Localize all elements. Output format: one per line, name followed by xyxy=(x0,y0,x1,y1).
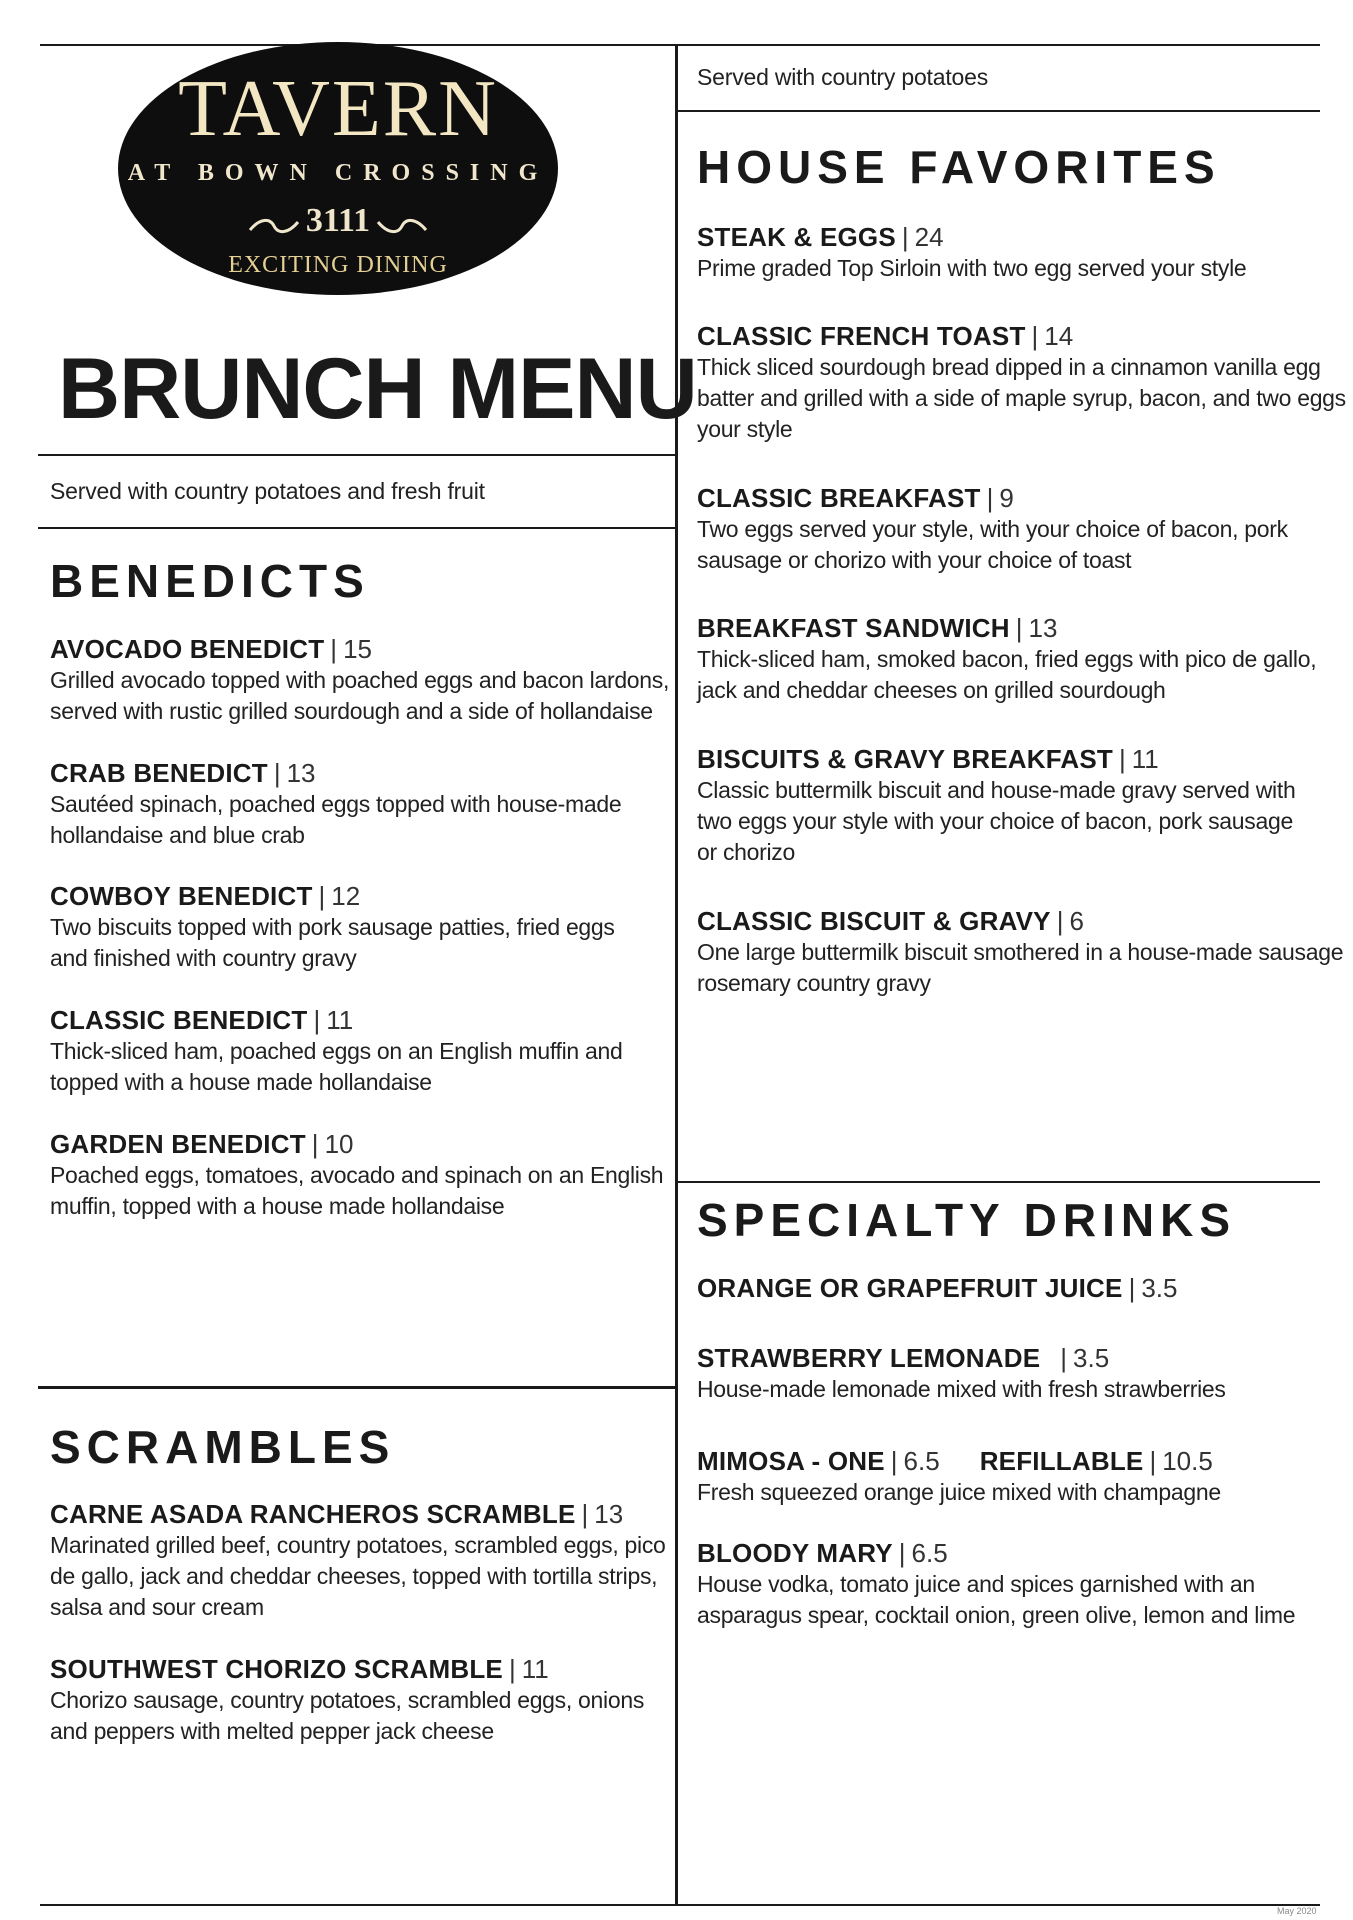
menu-item: CLASSIC BISCUIT & GRAVY | 6 One large buttermilk biscuit smothered in a house-made sausage rosemary country gravy xyxy=(697,905,1343,999)
menu-item: CLASSIC BREAKFAST | 9 Two eggs served your style, with your choice of bacon, pork sausage or chorizo with your choice of toast xyxy=(697,482,1288,576)
menu-item: AVOCADO BENEDICT | 15 Grilled avocado topped with poached eggs and bacon lardons, served with rustic grilled sourdough and a side of hollandaise xyxy=(50,633,669,727)
item-price: 13 xyxy=(1028,613,1058,643)
item-price: 3.5 xyxy=(1073,1343,1110,1373)
item-desc: Two biscuits topped with pork sausage patties, fried eggs xyxy=(50,914,615,940)
right-rule-2 xyxy=(677,1181,1320,1183)
bottom-rule xyxy=(40,1904,1320,1906)
item-name: CLASSIC FRENCH TOAST xyxy=(697,321,1026,351)
item-desc: hollandaise and blue crab xyxy=(50,822,305,848)
item-desc: batter and grilled with a side of maple syrup, bacon, and two eggs xyxy=(697,385,1346,411)
item-desc: two eggs your style with your choice of bacon, pork sausage xyxy=(697,808,1293,834)
item-name: SOUTHWEST CHORIZO SCRAMBLE xyxy=(50,1654,503,1684)
item-desc: sausage or chorizo with your choice of toast xyxy=(697,547,1132,573)
item-desc: Chorizo sausage, country potatoes, scrambled eggs, onions xyxy=(50,1687,645,1713)
logo-subtitle: AT BOWN CROSSING xyxy=(127,160,549,186)
item-price: 6.5 xyxy=(911,1538,948,1568)
item-desc: and peppers with melted pepper jack cheese xyxy=(50,1718,494,1744)
item-desc: Thick-sliced ham, poached eggs on an English muffin and xyxy=(50,1038,623,1064)
item-name: BISCUITS & GRAVY BREAKFAST xyxy=(697,744,1113,774)
menu-item: CRAB BENEDICT | 13 Sautéed spinach, poached eggs topped with house-made hollandaise and blue crab xyxy=(50,757,621,851)
left-rule-2 xyxy=(38,527,676,529)
logo-title: TAVERN xyxy=(178,65,498,153)
specialty-drinks-heading: SPECIALTY DRINKS xyxy=(697,1194,1237,1246)
menu-item: SOUTHWEST CHORIZO SCRAMBLE | 11 Chorizo sausage, country potatoes, scrambled eggs, onions and peppers with melted pepper jack cheese xyxy=(50,1653,644,1747)
menu-item: MIMOSA - ONE | 6.5 REFILLABLE | 10.5 Fresh squeezed orange juice mixed with champagne xyxy=(697,1445,1221,1508)
logo-tagline: EXCITING DINING xyxy=(228,252,448,278)
left-note: Served with country potatoes and fresh fruit xyxy=(50,478,485,504)
item-desc: Thick sliced sourdough bread dipped in a cinnamon vanilla egg xyxy=(697,354,1321,380)
item-desc: Sautéed spinach, poached eggs topped with house-made xyxy=(50,791,622,817)
left-rule-1 xyxy=(38,454,676,456)
menu-item: BREAKFAST SANDWICH | 13 Thick-sliced ham, smoked bacon, fried eggs with pico de gallo, jack and cheddar cheeses on grilled sourdough xyxy=(697,612,1316,706)
house-favorites-heading: HOUSE FAVORITES xyxy=(697,141,1221,193)
page-title: BRUNCH MENU xyxy=(58,341,697,437)
menu-item: BISCUITS & GRAVY BREAKFAST | 11 Classic buttermilk biscuit and house-made gravy served with two eggs your style with your choice of bacon, pork sausage or chorizo xyxy=(697,743,1295,868)
menu-item: CARNE ASADA RANCHEROS SCRAMBLE | 13 Marinated grilled beef, country potatoes, scrambled eggs, pico de gallo, jack and cheddar cheeses, topped with tortilla strips, salsa and sour cream xyxy=(50,1498,666,1623)
item-name: ORANGE OR GRAPEFRUIT JUICE xyxy=(697,1273,1123,1303)
item-price: 6.5 xyxy=(903,1446,940,1476)
menu-item: BLOODY MARY | 6.5 House vodka, tomato juice and spices garnished with an asparagus spear, cocktail onion, green olive, lemon and lime xyxy=(697,1537,1295,1631)
item-price: 24 xyxy=(914,222,944,252)
menu-item: GARDEN BENEDICT | 10 Poached eggs, tomatoes, avocado and spinach on an English muffin, topped with a house made hollandaise xyxy=(50,1128,663,1222)
item-price: 11 xyxy=(326,1005,354,1035)
item-desc: Prime graded Top Sirloin with two egg served your style xyxy=(697,255,1247,281)
menu-item: STEAK & EGGS | 24 Prime graded Top Sirloin with two egg served your style xyxy=(697,221,1246,284)
scrambles-heading: SCRAMBLES xyxy=(50,1421,396,1473)
item-name: COWBOY BENEDICT xyxy=(50,881,313,911)
item-price: 9 xyxy=(999,483,1014,513)
left-rule-3 xyxy=(38,1386,676,1389)
item-price: 11 xyxy=(521,1654,549,1684)
item-name: STEAK & EGGS xyxy=(697,222,896,252)
item-desc: One large buttermilk biscuit smothered in a house-made sausage xyxy=(697,939,1344,965)
item-desc: House-made lemonade mixed with fresh strawberries xyxy=(697,1376,1226,1402)
item-price: 14 xyxy=(1044,321,1074,351)
item-desc: your style xyxy=(697,416,793,442)
swirl-right-icon xyxy=(376,216,428,236)
item-name: BLOODY MARY xyxy=(697,1538,893,1568)
item-desc: jack and cheddar cheeses on grilled sourdough xyxy=(697,677,1166,703)
item-price: 10 xyxy=(324,1129,354,1159)
menu-item: COWBOY BENEDICT | 12 Two biscuits topped with pork sausage patties, fried eggs and finished with country gravy xyxy=(50,880,615,974)
menu-item: CLASSIC FRENCH TOAST | 14 Thick sliced sourdough bread dipped in a cinnamon vanilla egg batter and grilled with a side of maple syrup, bacon, and two eggs your style xyxy=(697,320,1346,445)
item-name-refillable: REFILLABLE xyxy=(979,1446,1144,1476)
item-name: MIMOSA - ONE xyxy=(697,1446,885,1476)
logo-number: 3111 xyxy=(305,202,371,239)
item-name: CLASSIC BREAKFAST xyxy=(697,483,981,513)
item-name: CARNE ASADA RANCHEROS SCRAMBLE xyxy=(50,1499,576,1529)
center-divider xyxy=(675,44,678,1906)
item-desc: or chorizo xyxy=(697,839,795,865)
item-name: AVOCADO BENEDICT xyxy=(50,634,325,664)
menu-item: CLASSIC BENEDICT | 11 Thick-sliced ham, poached eggs on an English muffin and topped with a house made hollandaise xyxy=(50,1004,622,1098)
item-price: 3.5 xyxy=(1141,1273,1178,1303)
benedicts-heading: BENEDICTS xyxy=(50,555,370,607)
item-name: GARDEN BENEDICT xyxy=(50,1129,306,1159)
item-desc: Grilled avocado topped with poached eggs and bacon lardons, xyxy=(50,667,670,693)
item-desc: Two eggs served your style, with your choice of bacon, pork xyxy=(697,516,1288,542)
item-price-refillable: 10.5 xyxy=(1162,1446,1213,1476)
tavern-logo xyxy=(118,42,558,295)
item-desc: served with rustic grilled sourdough and a side of hollandaise xyxy=(50,698,653,724)
item-price: 13 xyxy=(594,1499,624,1529)
item-name: STRAWBERRY LEMONADE xyxy=(697,1343,1041,1373)
item-desc: Classic buttermilk biscuit and house-made gravy served with xyxy=(697,777,1296,803)
item-price: 13 xyxy=(286,758,316,788)
item-price: 11 xyxy=(1131,744,1159,774)
item-price: 15 xyxy=(343,634,372,664)
right-rule-1 xyxy=(677,110,1320,112)
item-desc: rosemary country gravy xyxy=(697,970,931,996)
item-desc: Fresh squeezed orange juice mixed with champagne xyxy=(697,1479,1221,1505)
item-desc: de gallo, jack and cheddar cheeses, topped with tortilla strips, xyxy=(50,1563,658,1589)
item-name: BREAKFAST SANDWICH xyxy=(697,613,1010,643)
menu-item: ORANGE OR GRAPEFRUIT JUICE | 3.5 xyxy=(697,1273,1178,1303)
item-desc: House vodka, tomato juice and spices garnished with an xyxy=(697,1571,1255,1597)
item-price: 12 xyxy=(331,881,361,911)
item-name: CLASSIC BENEDICT xyxy=(50,1005,308,1035)
item-desc: Marinated grilled beef, country potatoes, scrambled eggs, pico xyxy=(50,1532,666,1558)
item-desc: muffin, topped with a house made hollandaise xyxy=(50,1193,505,1219)
item-name: CRAB BENEDICT xyxy=(50,758,268,788)
top-rule xyxy=(40,44,1320,46)
item-price: 6 xyxy=(1069,906,1084,936)
item-desc: Poached eggs, tomatoes, avocado and spinach on an English xyxy=(50,1162,664,1188)
item-name: CLASSIC BISCUIT & GRAVY xyxy=(697,906,1051,936)
item-desc: topped with a house made hollandaise xyxy=(50,1069,432,1095)
menu-item: STRAWBERRY LEMONADE | 3.5 House-made lemonade mixed with fresh strawberries xyxy=(697,1342,1226,1405)
item-desc: and finished with country gravy xyxy=(50,945,357,971)
item-desc: Thick-sliced ham, smoked bacon, fried eggs with pico de gallo, xyxy=(697,646,1317,672)
item-desc: salsa and sour cream xyxy=(50,1594,264,1620)
right-note: Served with country potatoes xyxy=(697,64,989,90)
footer-date: May 2020 xyxy=(1277,1906,1317,1916)
item-desc: asparagus spear, cocktail onion, green olive, lemon and lime xyxy=(697,1602,1296,1628)
